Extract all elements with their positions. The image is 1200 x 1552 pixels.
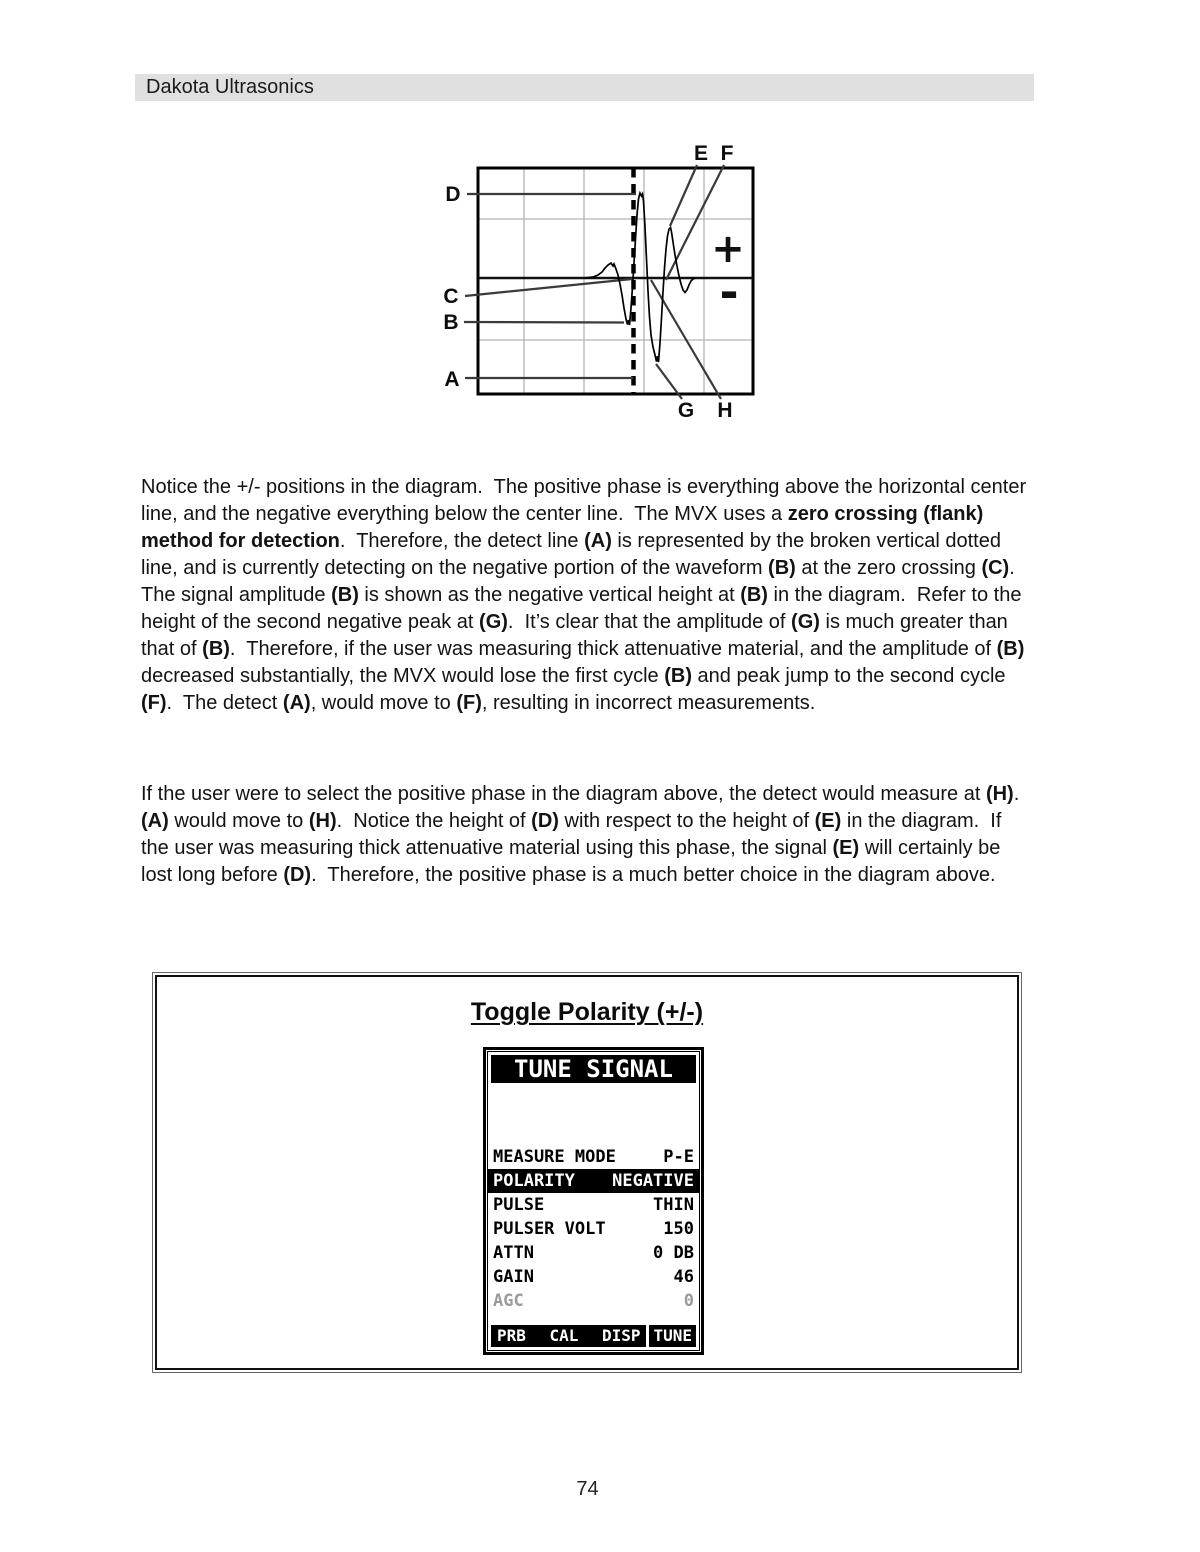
diagram-label-f: F <box>720 142 734 165</box>
leader-line-b <box>464 322 624 323</box>
menu-row-label: ATTN <box>493 1243 534 1263</box>
tab-group <box>491 1325 646 1347</box>
menu-row-measure-mode <box>491 1145 696 1169</box>
diagram-label-d: D <box>445 183 461 206</box>
menu-row-value: NEGATIVE <box>612 1171 694 1191</box>
minus-icon: - <box>719 265 739 319</box>
page-header-bar <box>135 74 1034 101</box>
menu-row-value: P-E <box>663 1147 694 1167</box>
body-paragraph-2: If the user were to select the positive phase in the diagram above, the detect would measure at (H). (A) would move to (H). Notice the height of (D) with respect to the height of (E) in the diagram. If the user was measuring thick attenuative material using this phase, the signal (E) will certainly be lost long before (D). Therefore, the positive phase is a much better choice in the diagram above. <box>141 783 1025 886</box>
plus-icon: + <box>711 226 745 272</box>
body-paragraph-1: Notice the +/- positions in the diagram. The positive phase is everything above the horizontal center line, and the negative everything below the center line. The MVX uses a zero crossing (flank) method for detection. Therefore, the detect line (A) is represented by the broken vertical dotted line, and is currently detecting on the negative portion of the waveform (B) at the zero crossing (C). The signal amplitude (B) is shown as the negative vertical height at (B) in the diagram. Refer to the height of the second negative peak at (G). It’s clear that the amplitude of (G) is much greater than that of (B). Therefore, if the user was measuring thick attenuative material, and the amplitude of (B) decreased substantially, the MVX would lose the first cycle (B) and peak jump to the second cycle (F). The detect (A), would move to (F), resulting in incorrect measurements. <box>141 476 1027 714</box>
tab-prb: PRB <box>497 1326 526 1345</box>
diagram-label-e: E <box>693 142 709 165</box>
tab-bar <box>491 1325 696 1347</box>
screen-title: TUNE SIGNAL <box>491 1055 696 1083</box>
menu-row-value: 46 <box>673 1267 694 1287</box>
menu-row-label: POLARITY <box>493 1171 575 1191</box>
diagram-label-b: B <box>443 311 459 334</box>
menu-row-value: 150 <box>663 1219 694 1239</box>
menu-row-value: 0 <box>683 1291 694 1311</box>
menu-row-label: PULSER VOLT <box>493 1219 606 1239</box>
figure-title: Toggle Polarity (+/-) <box>470 998 704 1026</box>
waveform-diagram-svg <box>430 135 770 425</box>
diagram-label-g: G <box>677 399 695 422</box>
menu-row-pulse <box>491 1193 696 1217</box>
menu-row-agc <box>491 1289 696 1313</box>
figure-panel <box>152 972 1022 1373</box>
menu-list <box>491 1145 696 1313</box>
tab-disp: DISP <box>601 1326 641 1345</box>
device-screen-inner <box>487 1051 700 1351</box>
diagram-label-a: A <box>444 368 460 391</box>
menu-row-gain <box>491 1265 696 1289</box>
device-screen <box>483 1047 704 1355</box>
menu-row-polarity <box>488 1169 699 1193</box>
page-header-title: Dakota Ultrasonics <box>146 76 314 98</box>
menu-row-label: AGC <box>493 1291 524 1311</box>
menu-row-value: 0 DB <box>653 1243 694 1263</box>
waveform-diagram <box>430 135 770 425</box>
menu-row-label: GAIN <box>493 1267 534 1287</box>
page-number: 74 <box>576 1478 599 1500</box>
menu-row-label: MEASURE MODE <box>493 1147 616 1167</box>
tab-tune: TUNE <box>649 1325 696 1347</box>
diagram-label-c: C <box>443 285 459 308</box>
menu-row-label: PULSE <box>493 1195 545 1215</box>
diagram-label-h: H <box>717 399 733 422</box>
menu-row-attn <box>491 1241 696 1265</box>
menu-row-pulser-volt <box>491 1217 696 1241</box>
tab-cal: CAL <box>549 1326 579 1345</box>
menu-row-value: THIN <box>653 1195 694 1215</box>
